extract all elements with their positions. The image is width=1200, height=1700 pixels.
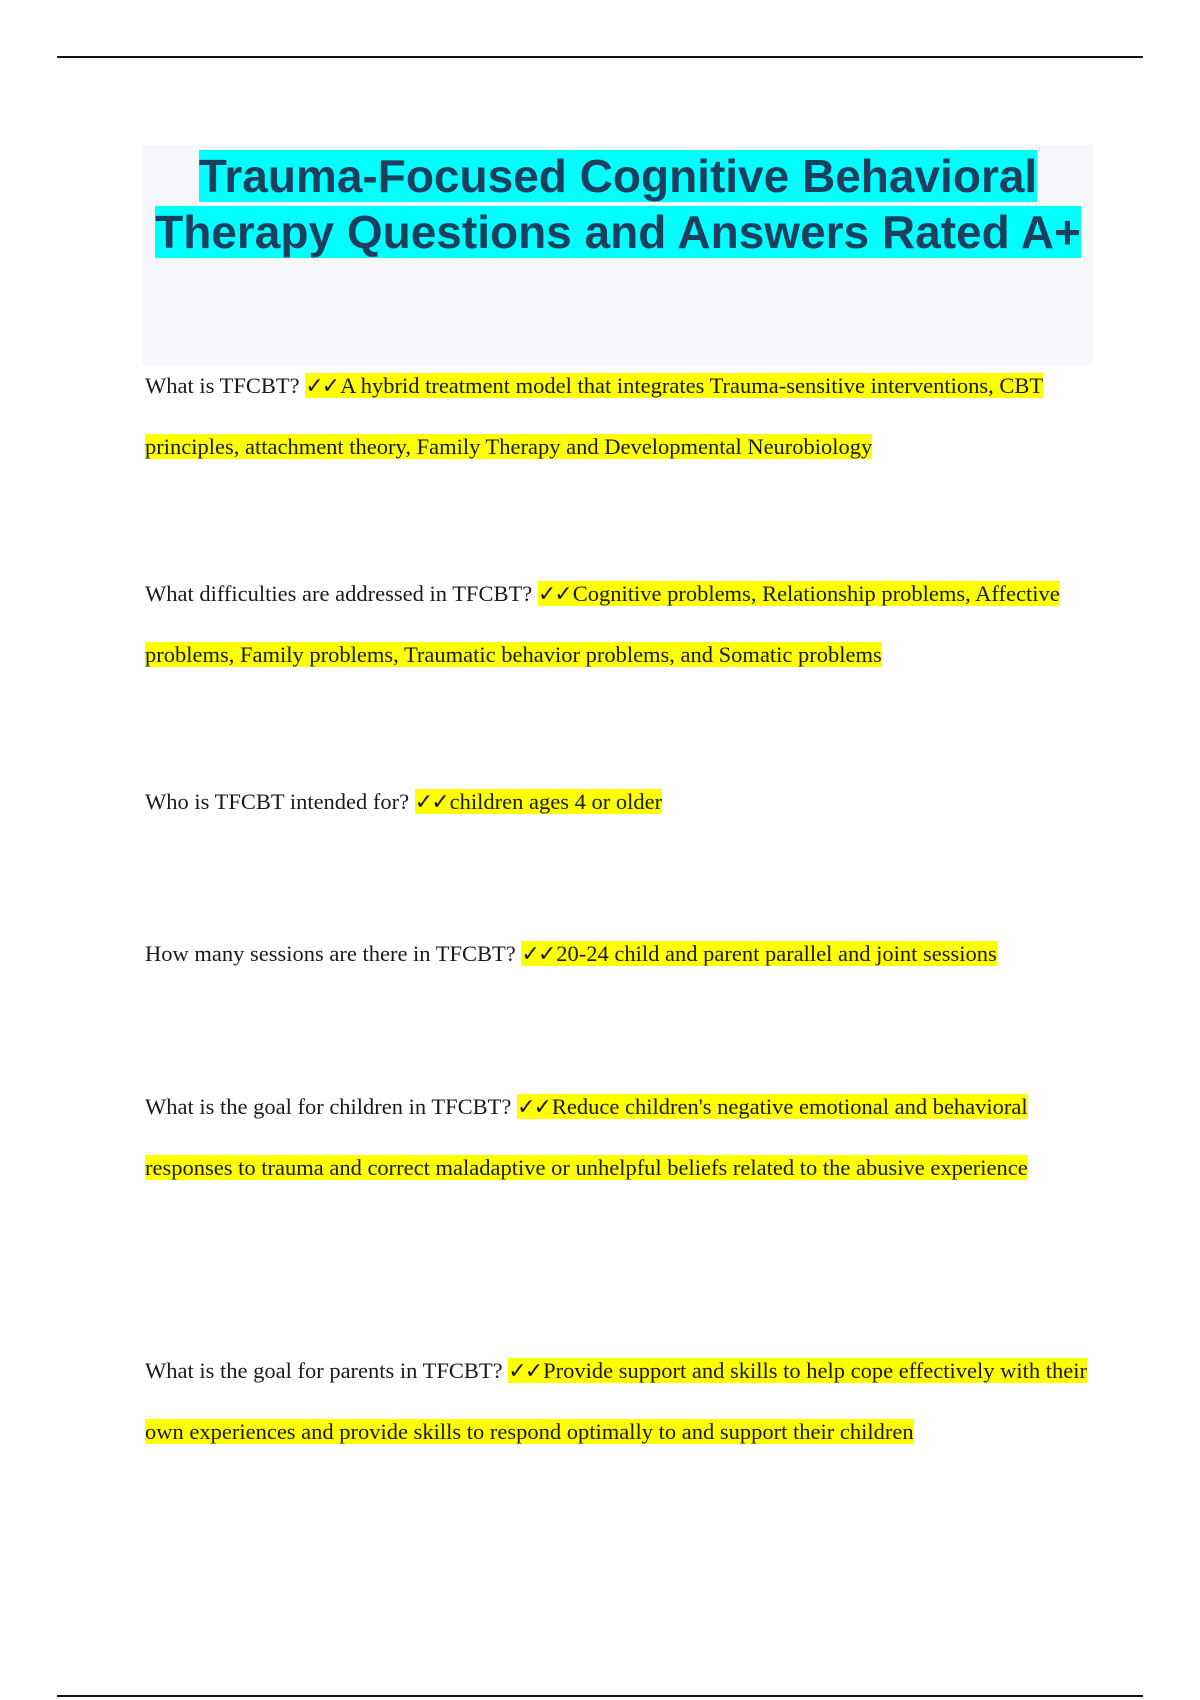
question-text: What difficulties are addressed in TFCBT?	[145, 581, 533, 606]
double-check-icon: ✓✓	[508, 1359, 542, 1384]
answer-highlight	[521, 941, 996, 966]
answer-text: Cognitive problems, Relationship problems, Affective problems, Family problems, Traumatic behavior problems, and Somatic problems	[145, 581, 1060, 667]
bottom-rule	[57, 1695, 1143, 1697]
answer-highlight	[415, 789, 662, 814]
question-text: What is TFCBT?	[145, 373, 300, 398]
qa-item-1	[145, 356, 1090, 477]
double-check-icon: ✓✓	[537, 582, 571, 607]
double-check-icon: ✓✓	[521, 942, 555, 967]
title-banner	[143, 145, 1093, 365]
double-check-icon: ✓✓	[414, 790, 448, 815]
answer-text: 20-24 child and parent parallel and joint sessions	[556, 941, 997, 966]
answer-text: children ages 4 or older	[449, 789, 663, 814]
qa-item-2	[145, 564, 1090, 685]
double-check-icon: ✓✓	[517, 1095, 550, 1120]
question-text: What is the goal for parents in TFCBT?	[145, 1358, 503, 1383]
question-text: Who is TFCBT intended for?	[145, 789, 410, 814]
qa-item-4	[145, 924, 1090, 985]
question-text: What is the goal for children in TFCBT?	[145, 1094, 512, 1119]
page-title: Trauma-Focused Cognitive Behavioral Therapy Questions and Answers Rated A+	[155, 150, 1081, 258]
qa-item-6	[145, 1341, 1090, 1462]
top-rule	[57, 56, 1143, 58]
double-check-icon: ✓✓	[305, 374, 339, 399]
answer-text: A hybrid treatment model that integrates Trauma-sensitive interventions, CBT principles, attachment theory, Family Therapy and Developmental Neurobiology	[145, 373, 1043, 459]
answer-text: Provide support and skills to help cope effectively with their own experiences and provide skills to respond optimally to and support their children	[145, 1358, 1087, 1444]
qa-item-3	[145, 772, 1090, 833]
answer-text: Reduce children's negative emotional and behavioral responses to trauma and correct maladaptive or unhelpful beliefs related to the abusive experience	[145, 1094, 1028, 1180]
question-text: How many sessions are there in TFCBT?	[145, 941, 516, 966]
qa-item-5	[145, 1077, 1090, 1198]
